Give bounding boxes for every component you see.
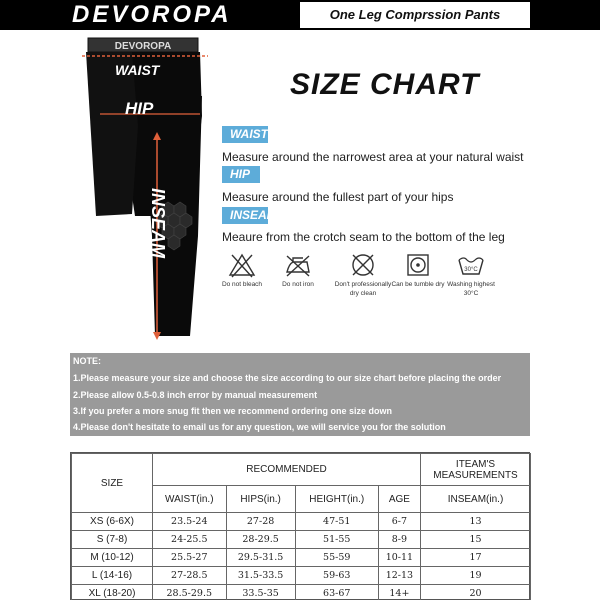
cell-height: 51-55 (295, 531, 378, 549)
care-wash-30 (441, 252, 501, 298)
inseam-label: INSEAM (148, 188, 168, 259)
size-header: SIZE (72, 454, 153, 513)
inseam-description: Meaure from the crotch seam to the bottom of the leg (222, 230, 505, 244)
cell-size: M (10-12) (72, 549, 153, 567)
cell-inseam: 17 (421, 549, 531, 567)
cell-age: 8-9 (378, 531, 420, 549)
tagline: One Leg Comprssion Pants (329, 7, 501, 22)
cell-age: 14+ (378, 585, 420, 600)
cell-waist: 24-25.5 (153, 531, 227, 549)
col-header-waist: WAIST(in.) (153, 486, 227, 513)
note-item: 4.Please don't hesitate to email us for any question, we will service you for the solution (73, 422, 446, 432)
wash-30-icon (456, 252, 486, 278)
pants-illustration (60, 36, 220, 346)
note-item: 1.Please measure your size and choose the size according to our size chart before placing the order (73, 373, 502, 383)
cell-hips: 28-29.5 (226, 531, 295, 549)
care-tumble-dry (388, 252, 448, 289)
cell-size: XS (6-6X) (72, 513, 153, 531)
hip-label: HIP (125, 99, 154, 118)
waist-tag: WAIST (222, 126, 268, 143)
hip-description: Measure around the fullest part of your hips (222, 190, 454, 204)
table-row (72, 549, 531, 567)
cell-age: 12-13 (378, 567, 420, 585)
hip-tag: HIP (222, 166, 260, 183)
cell-inseam: 19 (421, 567, 531, 585)
cell-height: 55-59 (295, 549, 378, 567)
cell-size: S (7-8) (72, 531, 153, 549)
do-not-iron-icon (283, 252, 313, 278)
header-bar (0, 0, 600, 30)
care-label: Do not iron (282, 281, 314, 288)
do-not-dry-clean-icon (348, 252, 378, 278)
col-header-inseam: INSEAM(in.) (421, 486, 531, 513)
col-header-age: AGE (378, 486, 420, 513)
cell-waist: 23.5-24 (153, 513, 227, 531)
notes-box (70, 353, 530, 436)
cell-hips: 29.5-31.5 (226, 549, 295, 567)
tumble-dry-icon (403, 252, 433, 278)
size-chart-title: SIZE CHART (290, 68, 480, 101)
cell-age: 10-11 (378, 549, 420, 567)
cell-waist: 28.5-29.5 (153, 585, 227, 600)
recommended-header: RECOMMENDED (153, 454, 421, 486)
inseam-tag: INSEAM (222, 207, 268, 224)
table-row (72, 567, 531, 585)
do-not-bleach-icon (227, 252, 257, 278)
cell-hips: 33.5-35 (226, 585, 295, 600)
cell-height: 47-51 (295, 513, 378, 531)
table-row (72, 531, 531, 549)
pants-icon (60, 36, 220, 346)
cell-height: 63-67 (295, 585, 378, 600)
table-row (72, 513, 531, 531)
tagline-box (300, 2, 530, 28)
cell-hips: 31.5-33.5 (226, 567, 295, 585)
note-item: 2.Please allow 0.5-0.8 inch error by manual measurement (73, 390, 318, 400)
care-do-not-bleach (212, 252, 272, 289)
cell-inseam: 20 (421, 585, 531, 600)
care-do-not-dry-clean (333, 252, 393, 298)
waist-label: WAIST (115, 62, 160, 78)
cell-inseam: 13 (421, 513, 531, 531)
cell-size: L (14-16) (72, 567, 153, 585)
wash-temp: 30°C (464, 267, 478, 273)
care-label: Can be tumble dry (391, 281, 445, 288)
care-label: Don't professionally dry clean (334, 281, 392, 297)
note-item: 3.If you prefer a more snug fit then we recommend ordering one size down (73, 406, 393, 416)
cell-inseam: 15 (421, 531, 531, 549)
waistband-text: DEVOROPA (114, 41, 172, 52)
cell-waist: 27-28.5 (153, 567, 227, 585)
care-label: Washing highest 30°C (447, 281, 495, 297)
table-row (72, 585, 531, 600)
cell-age: 6-7 (378, 513, 420, 531)
col-header-height: HEIGHT(in.) (295, 486, 378, 513)
notes-heading: NOTE: (73, 356, 101, 366)
cell-height: 59-63 (295, 567, 378, 585)
cell-size: XL (18-20) (72, 585, 153, 600)
cell-waist: 25.5-27 (153, 549, 227, 567)
col-header-hips: HIPS(in.) (226, 486, 295, 513)
item-measurements-header: ITEAM'S MEASUREMENTS (421, 454, 531, 486)
cell-hips: 27-28 (226, 513, 295, 531)
waist-description: Measure around the narrowest area at your natural waist (222, 150, 524, 164)
size-table (70, 452, 530, 600)
care-do-not-iron (268, 252, 328, 289)
brand-logo: DEVOROPA (72, 1, 232, 28)
care-label: Do not bleach (221, 281, 263, 288)
